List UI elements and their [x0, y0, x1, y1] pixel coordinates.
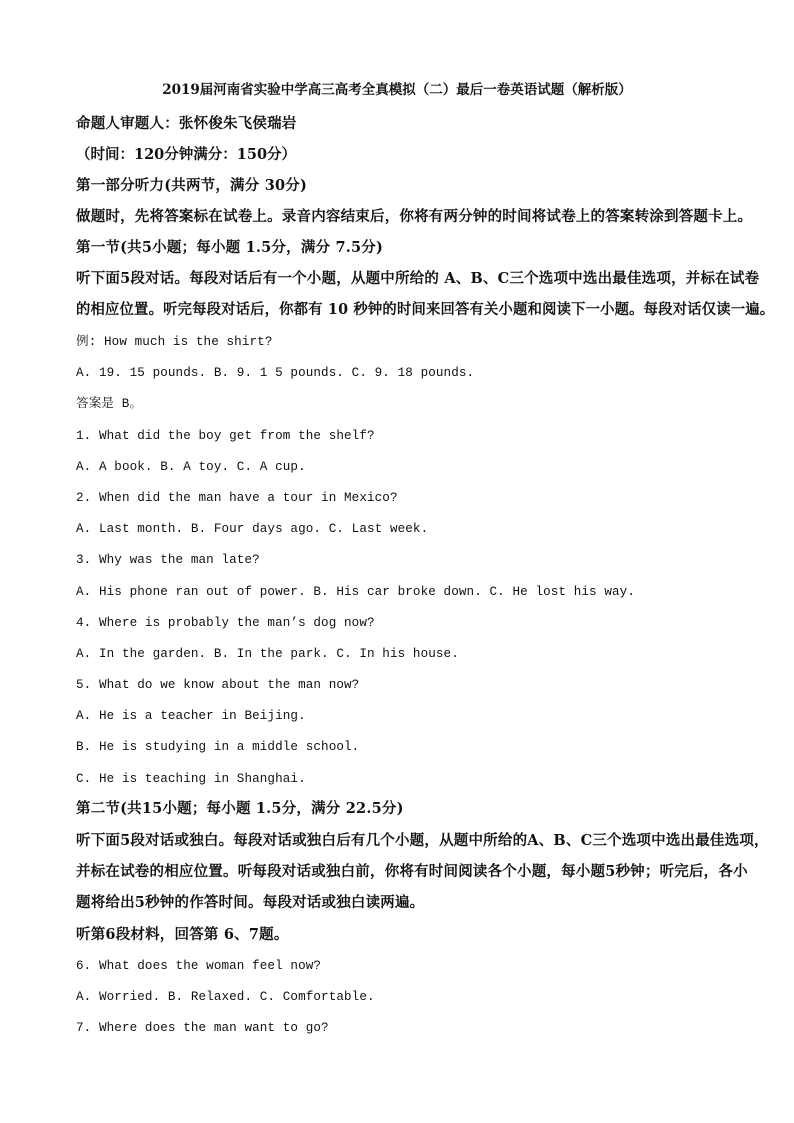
question-1-options: A. A book. B. A toy. C. A cup. — [76, 460, 306, 474]
question-4: 4. Where is probably the man’s dog now? — [76, 616, 375, 630]
question-3-options: A. His phone ran out of power. B. His car broke down. C. He lost his way. — [76, 585, 635, 599]
section2-instruction-line3: 题将给出5秒钟的作答时间。每段对话或独白读两遍。 — [76, 894, 425, 911]
section1-instruction-line1: 听下面5段对话。每段对话后有一个小题，从题中所给的 A、B、C三个选项中选出最佳选项，并标在试卷 — [76, 270, 760, 287]
question-5-option-a: A. He is a teacher in Beijing. — [76, 709, 306, 723]
question-2-options: A. Last month. B. Four days ago. C. Last week. — [76, 522, 429, 536]
time-score-line: （时间：120分钟满分：150分） — [76, 146, 297, 163]
question-4-options: A. In the garden. B. In the park. C. In his house. — [76, 647, 459, 661]
document-title: 2019届河南省实验中学高三高考全真模拟（二）最后一卷英语试题（解析版） — [162, 82, 632, 98]
section2-instruction-line1: 听下面5段对话或独白。每段对话或独白后有几个小题，从题中所给的A、B、C三个选项中选出最佳选项， — [76, 832, 769, 849]
question-6-options: A. Worried. B. Relaxed. C. Comfortable. — [76, 990, 375, 1004]
material-6-heading: 听第6段材料，回答第 6、7题。 — [76, 926, 289, 943]
question-2: 2. When did the man have a tour in Mexico? — [76, 491, 398, 505]
question-3: 3. Why was the man late? — [76, 553, 260, 567]
part1-instruction: 做题时，先将答案标在试卷上。录音内容结束后，你将有两分钟的时间将试卷上的答案转涂到答题卡上。 — [76, 208, 753, 225]
section2-instruction-line2: 并标在试卷的相应位置。听每段对话或独白前，你将有时间阅读各个小题，每小题5秒钟；听完后，各小 — [76, 863, 748, 880]
question-5-option-b: B. He is studying in a middle school. — [76, 740, 360, 754]
question-6: 6. What does the woman feel now? — [76, 959, 322, 973]
question-1: 1. What did the boy get from the shelf? — [76, 429, 375, 443]
section1-heading: 第一节(共5小题；每小题 1.5分，满分 7.5分) — [76, 239, 384, 256]
question-5: 5. What do we know about the man now? — [76, 678, 360, 692]
example-options: A. 19. 15 pounds. B. 9. 1 5 pounds. C. 9. 18 pounds. — [76, 366, 475, 380]
authors-line: 命题人审题人：张怀俊朱飞侯瑞岩 — [76, 115, 297, 132]
question-5-option-c: C. He is teaching in Shanghai. — [76, 772, 306, 786]
section2-heading: 第二节(共15小题；每小题 1.5分，满分 22.5分) — [76, 800, 404, 817]
question-7: 7. Where does the man want to go? — [76, 1021, 329, 1035]
example-question: 例: How much is the shirt? — [76, 335, 273, 349]
section1-instruction-line2: 的相应位置。听完每段对话后，你都有 10 秒钟的时间来回答有关小题和阅读下一小题。每段对话仅读一遍。 — [76, 301, 775, 318]
example-answer: 答案是 B。 — [76, 397, 143, 411]
part1-heading: 第一部分听力(共两节，满分 30分) — [76, 177, 308, 194]
